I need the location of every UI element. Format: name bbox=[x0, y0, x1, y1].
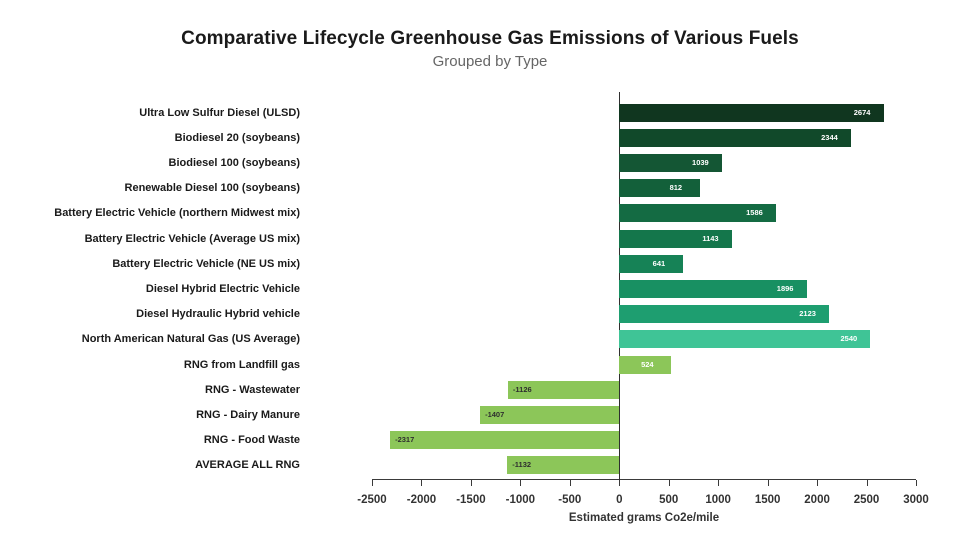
x-axis-tick-label: -1000 bbox=[505, 494, 536, 506]
category-label: Ultra Low Sulfur Diesel (ULSD) bbox=[139, 106, 300, 119]
bar-value-label: 1896 bbox=[776, 284, 794, 293]
bar-value-label: 524 bbox=[641, 359, 654, 369]
x-axis-tick bbox=[817, 480, 818, 486]
bar-value-label: 1586 bbox=[746, 208, 763, 218]
x-axis-tick bbox=[619, 480, 620, 486]
bar-row bbox=[174, 129, 916, 147]
category-label: Biodiesel 100 (soybeans) bbox=[168, 157, 300, 169]
chart-subtitle: Grouped by Type bbox=[432, 53, 548, 70]
bar-row bbox=[168, 154, 916, 172]
category-label: North American Natural Gas (US Average) bbox=[81, 333, 300, 346]
bar-value-label: 2674 bbox=[853, 107, 871, 117]
category-label: Diesel Hybrid Electric Vehicle bbox=[145, 283, 300, 295]
x-axis-tick bbox=[372, 480, 373, 486]
category-label: Biodiesel 20 (soybeans) bbox=[174, 131, 300, 144]
bar-value-label: -1132 bbox=[512, 460, 532, 470]
bar[interactable] bbox=[619, 330, 870, 348]
bar-row bbox=[203, 431, 916, 449]
x-axis-tick-label: 3000 bbox=[903, 494, 929, 506]
x-axis-tick-label: 1000 bbox=[705, 494, 731, 506]
bar-row bbox=[139, 104, 916, 122]
category-label: Battery Electric Vehicle (Average US mix) bbox=[84, 232, 300, 245]
bar[interactable] bbox=[619, 179, 699, 197]
bar[interactable] bbox=[619, 129, 851, 147]
bar-row bbox=[54, 204, 916, 222]
bar-value-label: -1126 bbox=[512, 384, 532, 394]
x-axis-tick-label: 1500 bbox=[754, 494, 781, 506]
category-label: Renewable Diesel 100 (soybeans) bbox=[124, 182, 300, 195]
chart-title: Comparative Lifecycle Greenhouse Gas Emissions of Various Fuels bbox=[181, 28, 799, 49]
bar-row bbox=[183, 356, 916, 374]
bar-row bbox=[81, 330, 916, 348]
bar-value-label: 1039 bbox=[692, 158, 709, 167]
x-axis-line bbox=[372, 479, 916, 480]
x-axis-tick-label: 0 bbox=[616, 494, 623, 506]
x-axis-tick bbox=[421, 480, 422, 486]
bar[interactable] bbox=[619, 305, 829, 323]
category-label: RNG - Dairy Manure bbox=[196, 409, 300, 421]
x-axis-tick-label: -2500 bbox=[357, 494, 387, 506]
bar-row bbox=[112, 255, 916, 273]
bar-value-label: 641 bbox=[652, 258, 666, 268]
bar-value-label: 1143 bbox=[702, 233, 719, 243]
bar-row bbox=[196, 406, 916, 424]
x-axis-tick bbox=[867, 480, 868, 486]
bar-row bbox=[145, 280, 916, 298]
category-label: Battery Electric Vehicle (northern Midwest mix) bbox=[54, 207, 300, 220]
bar-row bbox=[136, 305, 916, 323]
bar-value-label: 2344 bbox=[821, 132, 838, 142]
x-axis-tick bbox=[570, 480, 571, 486]
category-label: Diesel Hydraulic Hybrid vehicle bbox=[136, 308, 300, 321]
category-label: RNG from Landfill gas bbox=[183, 358, 300, 371]
bar[interactable] bbox=[390, 431, 619, 449]
category-label: RNG - Wastewater bbox=[205, 383, 300, 396]
bar[interactable] bbox=[619, 255, 682, 273]
bar-row bbox=[84, 230, 916, 248]
x-axis-tick-label: 2500 bbox=[853, 494, 880, 506]
x-axis-tick bbox=[768, 480, 769, 486]
x-axis-tick bbox=[669, 480, 670, 486]
plot-area bbox=[54, 92, 929, 506]
x-axis-tick-label: -1500 bbox=[456, 494, 486, 506]
x-axis-tick bbox=[718, 480, 719, 486]
bar-row bbox=[124, 179, 916, 197]
bar-row bbox=[195, 456, 916, 474]
x-axis-title: Estimated grams Co2e/mile bbox=[568, 512, 720, 524]
bar[interactable] bbox=[619, 104, 883, 122]
x-axis-tick bbox=[471, 480, 472, 486]
x-axis-tick bbox=[520, 480, 521, 486]
x-axis-tick-label: 2000 bbox=[804, 494, 830, 506]
category-label: RNG - Food Waste bbox=[203, 434, 300, 447]
category-label: AVERAGE ALL RNG bbox=[195, 459, 300, 472]
x-axis-tick-label: 500 bbox=[659, 494, 679, 506]
x-axis-tick bbox=[916, 480, 917, 486]
bar-value-label: 2540 bbox=[840, 334, 858, 344]
x-axis-tick-label: -500 bbox=[558, 494, 582, 506]
x-axis-tick-label: -2000 bbox=[406, 494, 437, 506]
category-label: Battery Electric Vehicle (NE US mix) bbox=[112, 257, 300, 270]
bar-value-label: 2123 bbox=[799, 309, 816, 319]
bar-value-label: -2317 bbox=[395, 435, 415, 445]
bar-value-label: -1407 bbox=[485, 410, 505, 419]
bar-value-label: 812 bbox=[669, 183, 683, 193]
bar-row bbox=[205, 381, 916, 399]
